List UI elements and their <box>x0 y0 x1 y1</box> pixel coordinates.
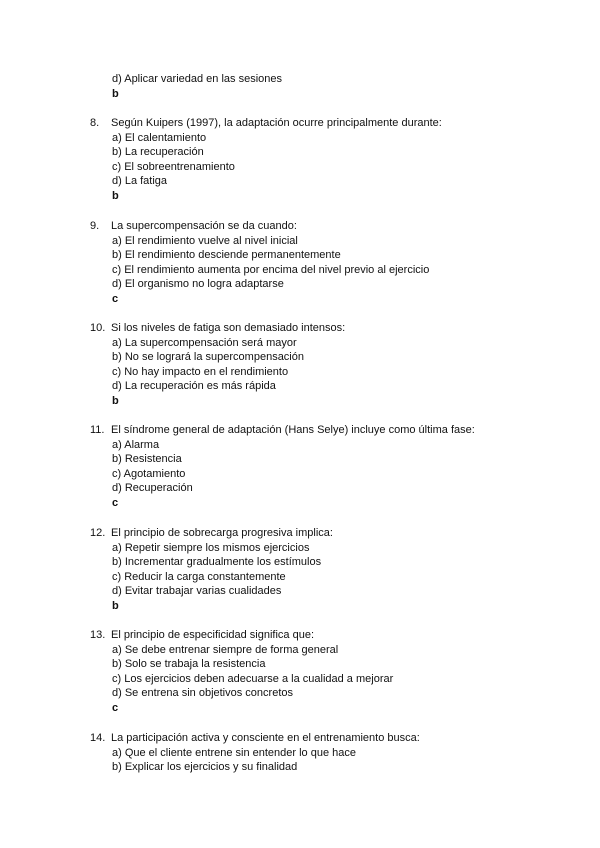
option-b: b) La recuperación <box>112 146 204 159</box>
option-d: d) Evitar trabajar varias cualidades <box>112 585 282 598</box>
option-a: a) El calentamiento <box>112 131 207 144</box>
options-list <box>112 746 420 775</box>
option-c: c) Agotamiento <box>112 467 186 480</box>
question-9 <box>90 219 429 307</box>
question-8 <box>90 116 442 204</box>
answer-key: b <box>112 394 119 407</box>
question-14 <box>90 731 420 775</box>
answer-key: c <box>112 292 119 305</box>
question-13 <box>90 628 393 716</box>
options-list <box>112 541 333 614</box>
question-text: La participación activa y consciente en el entrenamiento busca: <box>111 732 420 744</box>
option-b: b) Solo se trabaja la resistencia <box>112 658 266 671</box>
option-b: b) Incrementar gradualmente los estímulos <box>112 556 322 569</box>
question-number: 13. <box>90 629 106 641</box>
option-a: a) Repetir siempre los mismos ejercicios <box>112 541 310 554</box>
option-a: a) La supercompensación será mayor <box>112 336 297 349</box>
option-d: d) La fatiga <box>112 175 168 188</box>
answer-key: b <box>112 189 119 202</box>
question-12 <box>90 526 333 614</box>
option-a: a) El rendimiento vuelve al nivel inicial <box>112 234 298 247</box>
question-11 <box>90 423 475 511</box>
option-c: c) No hay impacto en el rendimiento <box>112 365 289 378</box>
option-d: d) Aplicar variedad en las sesiones <box>112 73 282 85</box>
question-text: El principio de especificidad significa que: <box>111 629 315 641</box>
option-b: b) El rendimiento desciende permanentemente <box>112 249 341 262</box>
question-text: El principio de sobrecarga progresiva implica: <box>111 527 333 539</box>
options-list <box>112 234 429 307</box>
previous-question-fragment <box>112 72 282 101</box>
question-text: Según Kuipers (1997), la adaptación ocurre principalmente durante: <box>111 117 442 129</box>
options-list <box>112 643 393 716</box>
question-number: 8. <box>90 117 100 129</box>
option-d: d) Recuperación <box>112 482 193 495</box>
options-list <box>112 131 442 204</box>
question-text: La supercompensación se da cuando: <box>111 220 297 232</box>
question-number: 10. <box>90 322 106 334</box>
option-c: c) El rendimiento aumenta por encima del nivel previo al ejercicio <box>112 263 430 276</box>
answer-key: b <box>112 599 119 612</box>
question-10 <box>90 321 345 409</box>
option-b: b) Explicar los ejercicios y su finalidad <box>112 761 298 774</box>
option-d: d) Se entrena sin objetivos concretos <box>112 687 293 700</box>
options-list <box>112 336 345 409</box>
answer-key: c <box>112 496 119 509</box>
option-a: a) Que el cliente entrene sin entender lo que hace <box>112 746 356 759</box>
question-text: El síndrome general de adaptación (Hans Selye) incluye como última fase: <box>111 424 475 436</box>
option-c: c) Reducir la carga constantemente <box>112 570 286 583</box>
option-a: a) Alarma <box>112 438 160 451</box>
options-list <box>112 438 475 511</box>
question-number: 14. <box>90 732 106 744</box>
option-a: a) Se debe entrenar siempre de forma general <box>112 643 339 656</box>
option-d: d) El organismo no logra adaptarse <box>112 278 284 291</box>
question-number: 9. <box>90 220 100 232</box>
answer-key: b <box>112 87 119 100</box>
question-number: 11. <box>90 424 105 436</box>
option-c: c) El sobreentrenamiento <box>112 160 235 173</box>
question-text: Si los niveles de fatiga son demasiado intensos: <box>111 322 346 334</box>
option-d: d) La recuperación es más rápida <box>112 380 276 393</box>
option-c: c) Los ejercicios deben adecuarse a la cualidad a mejorar <box>112 672 394 685</box>
option-b: b) Resistencia <box>112 453 182 466</box>
answer-key: c <box>112 701 119 714</box>
option-b: b) No se logrará la supercompensación <box>112 351 304 364</box>
question-number: 12. <box>90 527 106 539</box>
